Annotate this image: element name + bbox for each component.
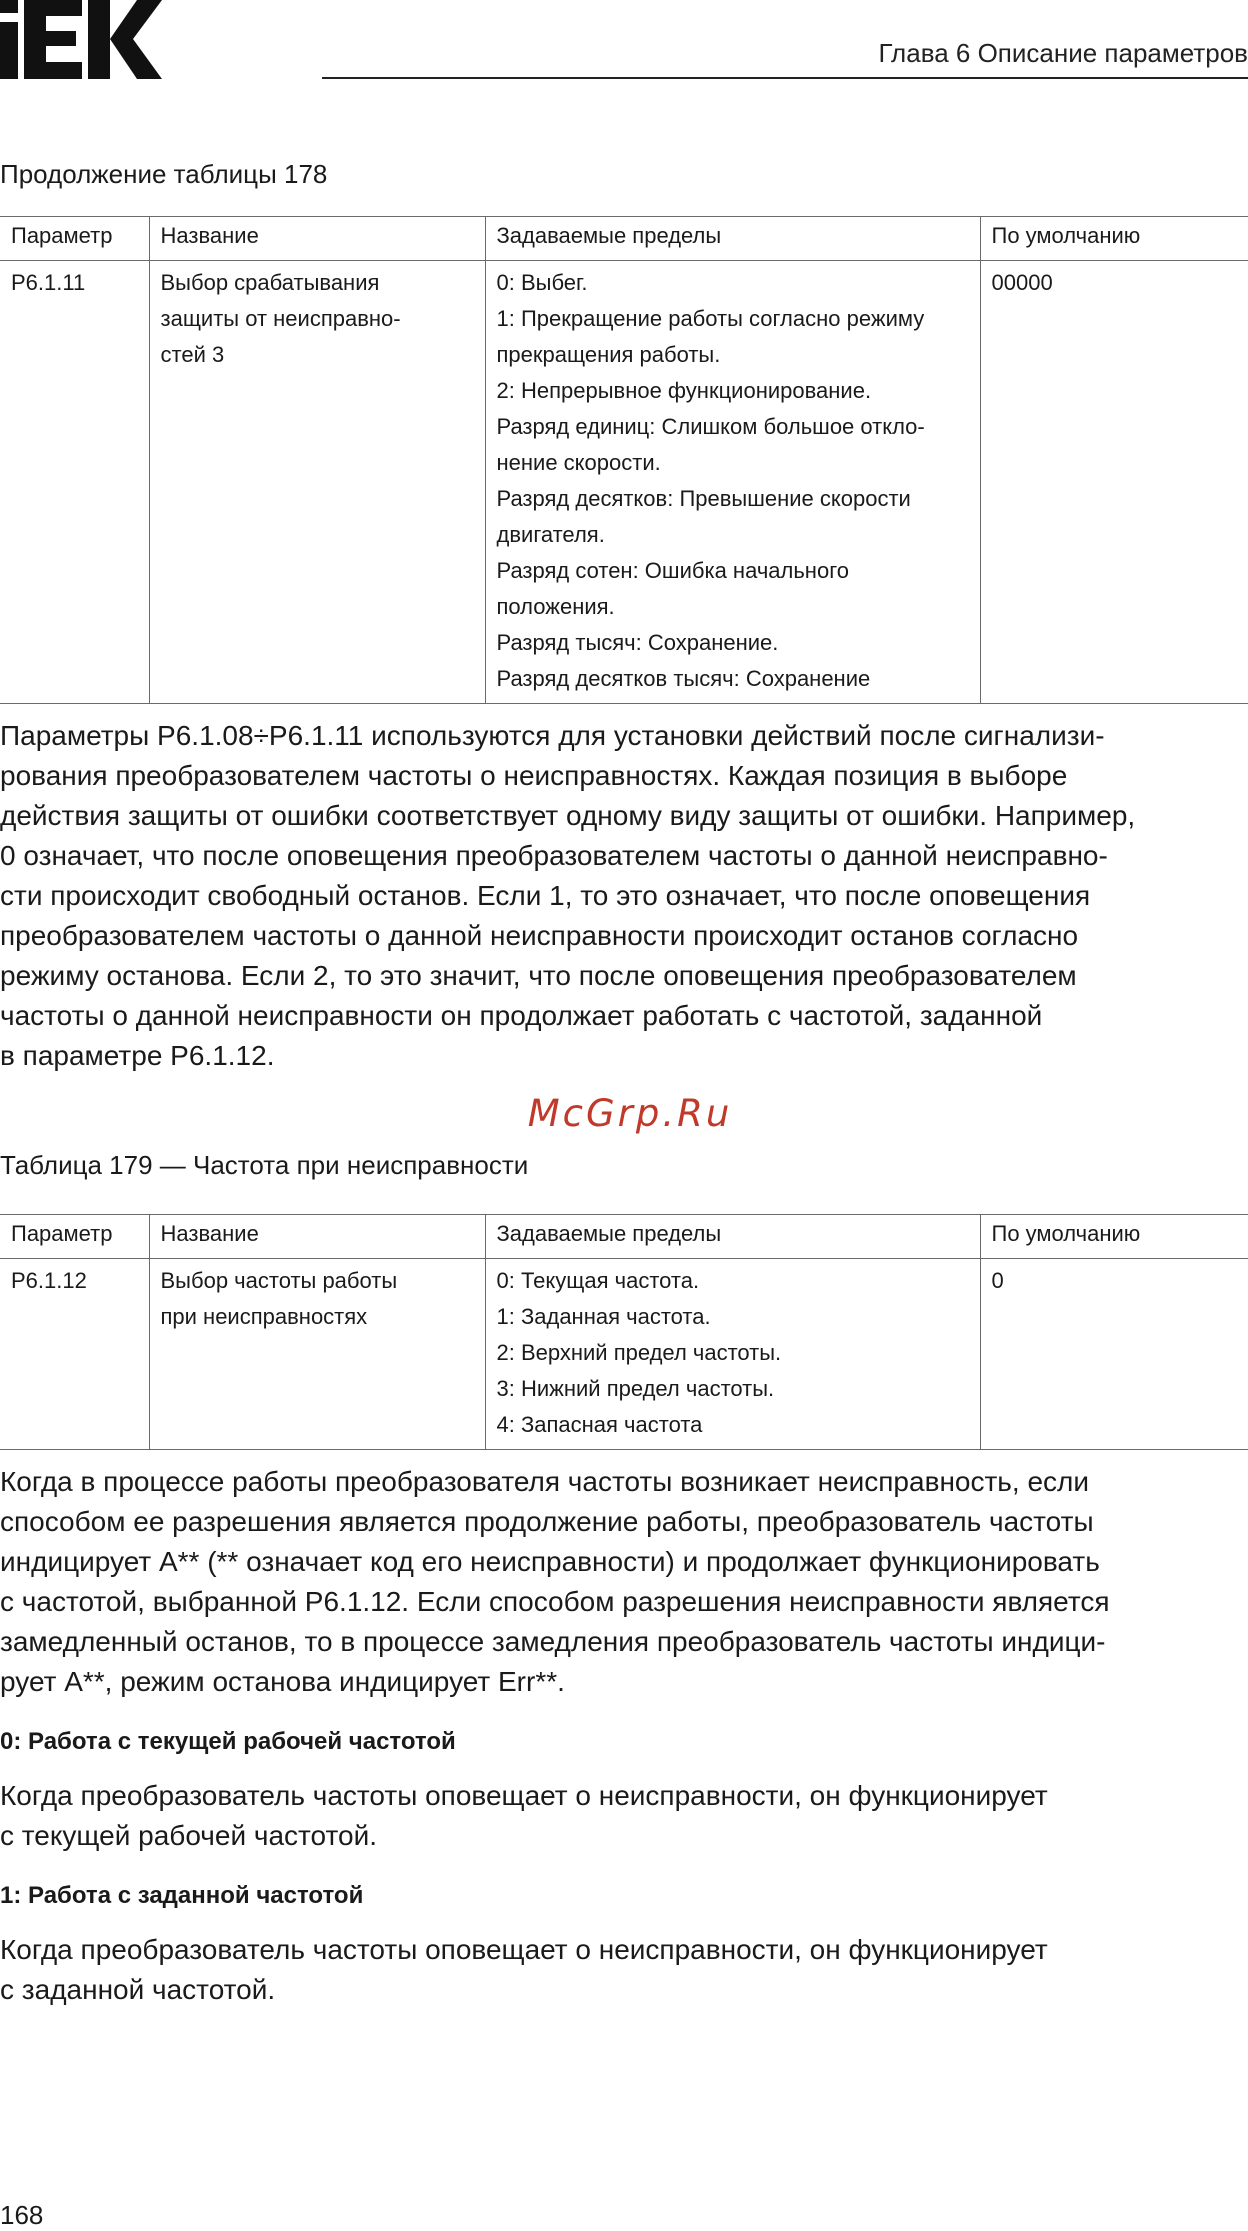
limit-line: 3: Нижний предел частоты. bbox=[496, 1376, 775, 1401]
column-header: Название bbox=[149, 217, 485, 261]
table-header-row bbox=[0, 217, 1248, 261]
table-row bbox=[0, 261, 1248, 704]
body-paragraph bbox=[0, 1462, 1248, 1702]
body-paragraph bbox=[0, 1930, 1248, 2010]
param-name-line: Выбор срабатывания bbox=[160, 270, 380, 295]
table-179 bbox=[0, 1214, 1248, 1450]
paragraph-line: частоты о данной неисправности он продолжает работать с частотой, заданной bbox=[0, 1000, 1043, 1031]
param-name bbox=[149, 261, 485, 704]
param-default: 00000 bbox=[980, 261, 1248, 704]
page-number: 168 bbox=[0, 2200, 44, 2230]
paragraph-line: действия защиты от ошибки соответствует одному виду защиты от ошибки. Например, bbox=[0, 800, 1136, 831]
limit-line: 0: Текущая частота. bbox=[496, 1268, 700, 1293]
header-divider bbox=[322, 77, 1248, 79]
limit-line: прекращения работы. bbox=[496, 342, 721, 367]
limit-line: 1: Прекращение работы согласно режиму bbox=[496, 306, 925, 331]
column-header: По умолчанию bbox=[980, 1215, 1248, 1259]
param-default: 0 bbox=[980, 1259, 1248, 1450]
limit-line: 2: Верхний предел частоты. bbox=[496, 1340, 782, 1365]
limit-line: 1: Заданная частота. bbox=[496, 1304, 711, 1329]
limit-line: Разряд единиц: Слишком большое откло- bbox=[496, 414, 925, 439]
paragraph-line: рования преобразователем частоты о неисправностях. Каждая позиция в выборе bbox=[0, 760, 1068, 791]
param-limits bbox=[485, 261, 980, 704]
paragraph-line: Когда в процессе работы преобразователя частоты возникает неисправность, если bbox=[0, 1466, 1090, 1497]
paragraph-line: рует A**, режим останова индицирует Err**. bbox=[0, 1666, 565, 1697]
paragraph-line: индицирует A** (** означает код его неисправности) и продолжает функционировать bbox=[0, 1546, 1100, 1577]
param-name-line: стей 3 bbox=[160, 342, 225, 367]
limit-line: нение скорости. bbox=[496, 450, 661, 475]
limit-line: Разряд сотен: Ошибка начального bbox=[496, 558, 849, 583]
column-header: Задаваемые пределы bbox=[485, 1215, 980, 1259]
iek-logo bbox=[0, 0, 162, 79]
limit-line: положения. bbox=[496, 594, 615, 619]
column-header: Задаваемые пределы bbox=[485, 217, 980, 261]
limit-line: двигателя. bbox=[496, 522, 605, 547]
watermark-text: McGrp.Ru bbox=[527, 1092, 733, 1135]
param-name-line: Выбор частоты работы bbox=[160, 1268, 398, 1293]
chapter-title: Глава 6 Описание параметров bbox=[878, 38, 1248, 68]
table-row bbox=[0, 1259, 1248, 1450]
table-178-caption: Продолжение таблицы 178 bbox=[0, 159, 328, 189]
param-name-line: защиты от неисправно- bbox=[160, 306, 401, 331]
table-179-caption: Таблица 179 — Частота при неисправности bbox=[0, 1150, 529, 1180]
paragraph-line: преобразователем частоты о данной неисправности происходит останов согласно bbox=[0, 920, 1079, 951]
column-header: Параметр bbox=[0, 217, 149, 261]
limit-line: Разряд тысяч: Сохранение. bbox=[496, 630, 779, 655]
column-header: Параметр bbox=[0, 1215, 149, 1259]
paragraph-line: Когда преобразователь частоты оповещает о неисправности, он функционирует bbox=[0, 1780, 1048, 1811]
paragraph-line: Параметры P6.1.08÷P6.1.11 используются для установки действий после сигнализи- bbox=[0, 720, 1105, 751]
section-heading: 0: Работа с текущей рабочей частотой bbox=[0, 1728, 456, 1755]
param-name-line: при неисправностях bbox=[160, 1304, 368, 1329]
paragraph-line: в параметре P6.1.12. bbox=[0, 1040, 275, 1071]
param-code: P6.1.11 bbox=[0, 261, 149, 704]
param-limits bbox=[485, 1259, 980, 1450]
body-paragraph bbox=[0, 716, 1248, 1076]
paragraph-line: с текущей рабочей частотой. bbox=[0, 1820, 377, 1851]
paragraph-line: замедленный останов, то в процессе замедления преобразователь частоты индици- bbox=[0, 1626, 1106, 1657]
paragraph-line: сти происходит свободный останов. Если 1, то это означает, что после оповещения bbox=[0, 880, 1091, 911]
limit-line: 4: Запасная частота bbox=[496, 1412, 703, 1437]
paragraph-line: Когда преобразователь частоты оповещает о неисправности, он функционирует bbox=[0, 1934, 1048, 1965]
table-178 bbox=[0, 216, 1248, 704]
param-name bbox=[149, 1259, 485, 1450]
limit-line: 2: Непрерывное функционирование. bbox=[496, 378, 872, 403]
table-header-row bbox=[0, 1215, 1248, 1259]
param-code: P6.1.12 bbox=[0, 1259, 149, 1450]
body-paragraph bbox=[0, 1776, 1248, 1856]
column-header: По умолчанию bbox=[980, 217, 1248, 261]
paragraph-line: с заданной частотой. bbox=[0, 1974, 276, 2005]
section-heading: 1: Работа с заданной частотой bbox=[0, 1882, 364, 1909]
limit-line: Разряд десятков тысяч: Сохранение bbox=[496, 666, 871, 691]
limit-line: 0: Выбег. bbox=[496, 270, 588, 295]
paragraph-line: 0 означает, что после оповещения преобразователем частоты о данной неисправно- bbox=[0, 840, 1108, 871]
paragraph-line: с частотой, выбранной P6.1.12. Если способом разрешения неисправности является bbox=[0, 1586, 1110, 1617]
limit-line: Разряд десятков: Превышение скорости bbox=[496, 486, 911, 511]
paragraph-line: способом ее разрешения является продолжение работы, преобразователь частоты bbox=[0, 1506, 1094, 1537]
column-header: Название bbox=[149, 1215, 485, 1259]
paragraph-line: режиму останова. Если 2, то это значит, что после оповещения преобразователем bbox=[0, 960, 1077, 991]
